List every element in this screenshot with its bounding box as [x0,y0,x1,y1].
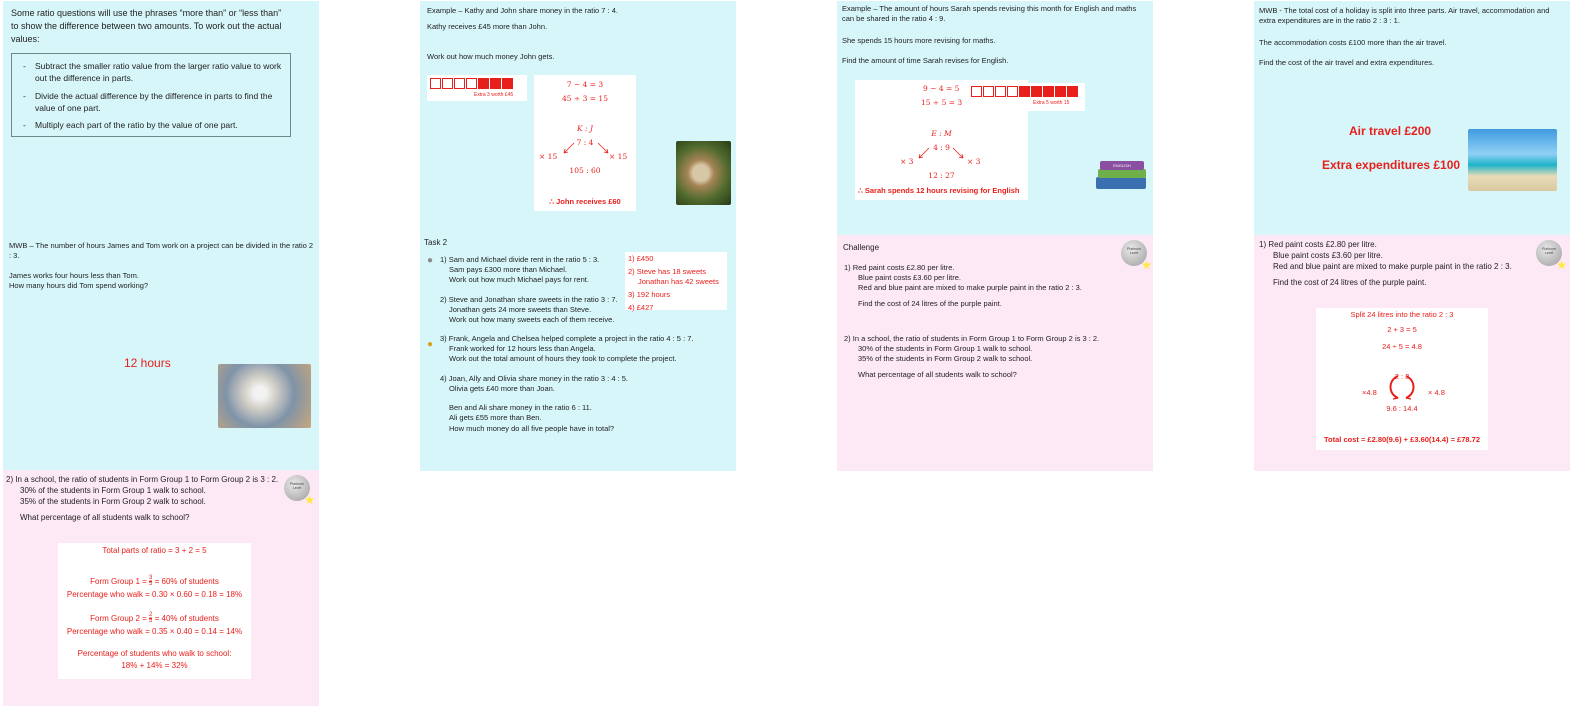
multiplier-left: × 3 [900,157,914,166]
slide-task-2 [420,235,736,471]
question-3 [440,334,694,364]
q2-line-2: 30% of the students in Form Group 1 walk to school. [858,344,1033,354]
answer-hours: 12 hours [124,356,171,370]
bar-note: Extra 3 worth £45 [474,92,514,98]
ratio-result: 9.6 : 14.4 [1386,404,1418,413]
method-step-2: - Divide the actual difference by the difference in parts to find the value of one part. [20,90,284,115]
q2-line-3: Work out how many sweets each of them receive. [449,315,615,325]
q3-line-3: Work out the total amount of hours they took to complete the project. [449,354,677,364]
bar-squares [971,86,1079,97]
working-6: Percentage of students who walk to school: [77,649,232,658]
mwb-line: The accommodation costs £100 more than the air travel. [1259,38,1447,47]
bar-note: Extra 5 worth 15 [1033,100,1070,106]
q2-line-1: 2) Steve and Jonathan share sweets in the ratio 3 : 7. [440,295,618,304]
working-7: 18% + 14% = 32% [121,661,188,670]
example-answer: ∴ Sarah spends 12 hours revising for English [858,186,1020,195]
q3-line-1: 3) Frank, Angela and Chelsea helped complete a project in the ratio 4 : 5 : 7. [440,334,694,343]
star-icon: ★ [304,493,315,507]
slide-ratio-intro [3,1,319,237]
example-question: Work out how much money John gets. [427,52,555,61]
bar-squares [430,78,514,89]
q4-line-1: 4) Joan, Ally and Olivia share money in the ratio 3 : 4 : 5. [440,374,629,383]
q1-line-1: 1) Sam and Michael divide rent in the ratio 5 : 3. [440,255,600,264]
platinum-badge-icon: Platinum Level ★ [284,475,310,501]
q1-line-2: Blue paint costs £3.60 per litre. [858,273,961,283]
answers-box [625,252,727,310]
fraction-2-5: $\frac{2}{5}$ [149,612,153,625]
question-2 [440,295,618,325]
multiplier-right: × 4.8 [1428,388,1445,397]
q2-line-3: 35% of the students in Form Group 2 walk to school. [20,496,206,506]
slide-holiday-mwb [1254,1,1570,237]
multiply-arrows [911,144,971,162]
q1-line-2: Blue paint costs £3.60 per litre. [1273,250,1383,260]
school-working [58,543,251,679]
answer-extra: Extra expenditures £100 [1322,158,1461,172]
slide-james-tom-mwb [3,235,319,471]
bar-model [427,75,527,101]
q2-line-3: 35% of the students in Form Group 2 walk to school. [858,354,1033,364]
challenge-q2 [844,334,1099,381]
answer-air-travel: Air travel £200 [1349,124,1432,138]
working-5: Percentage who walk = 0.35 × 0.40 = 0.14 = 14% [66,627,243,636]
ratio-value: 2 : 3 [1394,372,1410,381]
star-icon: ★ [1141,258,1152,272]
q4-line-3: Ben and Ali share money in the ratio 6 : 11. [449,403,592,413]
q1-line-4: Find the cost of 24 litres of the purple paint. [1273,278,1427,288]
example-title: Example – The amount of hours Sarah spends revising this month for English and maths can be shared in the ratio 4 : 9. [842,4,1137,24]
ratio-result: 12 : 27 [928,171,955,180]
answer-2a: 2) Steve has 18 sweets [628,267,706,277]
calc-2: 45 ÷ 3 = 15 [562,94,608,103]
working-3: 24 ÷ 5 = 4.8 [1382,342,1422,351]
multiplier-left: ×4.8 [1362,388,1377,397]
mwb-question: Find the cost of the air travel and extra expenditures. [1259,58,1435,67]
ratio-value: 7 : 4 [576,138,594,147]
q1-line-3: Red and blue paint are mixed to make purple paint in the ratio 2 : 3. [1273,261,1512,271]
gold-medal-icon: ● [427,339,434,350]
challenge-title: Challenge [843,243,880,252]
multiplier-left: × 15 [539,152,558,161]
ratio-labels: E : M [931,129,952,138]
challenge-q1 [844,263,1082,310]
example-question: Find the amount of time Sarah revises for English. [842,56,1009,65]
intro-text: Some ratio questions will use the phrases “more than” or “less than” to show the difference between two amounts. To work out the actual values: [11,8,282,45]
task-title: Task 2 [424,238,448,247]
ratio-result: 105 : 60 [569,166,601,175]
method-step-1: - Subtract the smaller ratio value from the larger ratio value to work out the difference in parts. [20,60,284,85]
silver-medal-icon: ● [427,255,434,266]
slide-school-solution [3,470,319,706]
mwb-question: How many hours did Tom spend working? [9,281,149,290]
bar-model [967,83,1085,111]
slide-challenge [837,235,1153,471]
q1-line-1: 1) Red paint costs £2.80 per litre. [844,263,955,272]
calc-1: 9 − 4 = 5 [923,84,960,93]
book-label: ENGLISH [1100,161,1144,170]
method-box [11,53,291,137]
mwb-title: MWB – The number of hours James and Tom work on a project can be divided in the ratio 2 : 3. [9,241,314,261]
working-3: Percentage who walk = 0.30 × 0.60 = 0.18 = 18% [66,590,243,599]
working-box [534,75,636,211]
calc-1: 7 − 4 = 3 [566,80,604,89]
platinum-badge-icon: Platinum Level ★ [1536,240,1562,266]
q4-line-4: Ali gets £55 more than Ben. [449,413,542,423]
ratio-labels: K : J [577,124,593,133]
star-icon: ★ [1556,258,1567,272]
q4-line-5: How much money do all five people have in total? [449,423,615,433]
question-1 [440,255,599,285]
multiplier-right: × 15 [609,152,628,161]
example-line: She spends 15 hours more revising for maths. [842,36,996,45]
method-step-3: - Multiply each part of the ratio by the value of one part. [20,119,284,131]
multiplier-right: × 3 [967,157,981,166]
q2-line-4: What percentage of all students walk to school? [20,513,190,523]
ratio-value: 4 : 9 [933,143,950,152]
q1-line-1: 1) Red paint costs £2.80 per litre. [1259,240,1377,249]
example-line: Kathy receives £45 more than John. [427,22,548,31]
working-1: Split 24 litres into the ratio 2 : 3 [1350,310,1454,319]
slide-paint-solution [1254,235,1570,471]
q2-line-4: What percentage of all students walk to school? [858,370,1017,380]
q2-line-2: Jonathan gets 24 more sweets than Steve. [449,305,592,315]
working-1: Total parts of ratio = 3 + 2 = 5 [102,546,207,555]
q2-line-1: 2) In a school, the ratio of students in Form Group 1 to Form Group 2 is 3 : 2. [6,475,279,484]
answer-4: 4) £427 [628,302,654,312]
school-question [6,475,278,524]
platinum-badge-icon: Platinum Level ★ [1121,240,1147,266]
q1-line-3: Work out how much Michael pays for rent. [449,275,589,285]
example-answer: ∴ John receives £60 [549,197,621,206]
answer-1: 1) £450 [628,254,654,263]
paint-question [1259,240,1512,289]
money-photo [676,141,731,205]
paint-working [1316,308,1488,450]
multiply-arrows [1384,374,1420,404]
answer-3: 3) 192 hours [628,290,671,300]
workers-photo [218,364,311,428]
slide-sarah-example [837,1,1153,237]
q1-line-4: Find the cost of 24 litres of the purple paint. [858,299,1002,309]
books-photo [1094,159,1149,191]
mwb-title: MWB - The total cost of a holiday is split into three parts. Air travel, accommodation and extra expenditures are in the ratio 2 : 3 : 1. [1259,6,1550,26]
q2-line-2: 30% of the students in Form Group 1 walk to school. [20,485,206,495]
fraction-3-5: $\frac{3}{5}$ [149,575,153,588]
q1-line-3: Red and blue paint are mixed to make purple paint in the ratio 2 : 3. [858,283,1082,293]
working-4: Form Group 2 = $\frac{2}{5}$ = 40% of students [90,612,219,625]
q1-line-2: Sam pays £300 more than Michael. [449,265,567,275]
slide-kathy-john-example [420,1,736,237]
working-2: Form Group 1 = $\frac{3}{5}$ = 60% of students [90,575,219,588]
working-2: 2 + 3 = 5 [1387,325,1417,334]
q2-line-1: 2) In a school, the ratio of students in Form Group 1 to Form Group 2 is 3 : 2. [844,334,1100,343]
example-title: Example – Kathy and John share money in the ratio 7 : 4. [427,6,618,15]
q4-line-2: Olivia gets £40 more than Joan. [449,384,555,394]
answer-2b: Jonathan has 42 sweets [638,277,719,287]
total-cost: Total cost = £2.80(9.6) + £3.60(14.4) = £78.72 [1324,435,1480,444]
question-4 [440,374,628,434]
multiply-arrows [556,139,616,157]
mwb-line: James works four hours less than Tom. [9,271,139,280]
q3-line-2: Frank worked for 12 hours less than Angela. [449,344,596,354]
beach-photo [1468,129,1557,191]
calc-2: 15 ÷ 5 = 3 [921,98,963,107]
